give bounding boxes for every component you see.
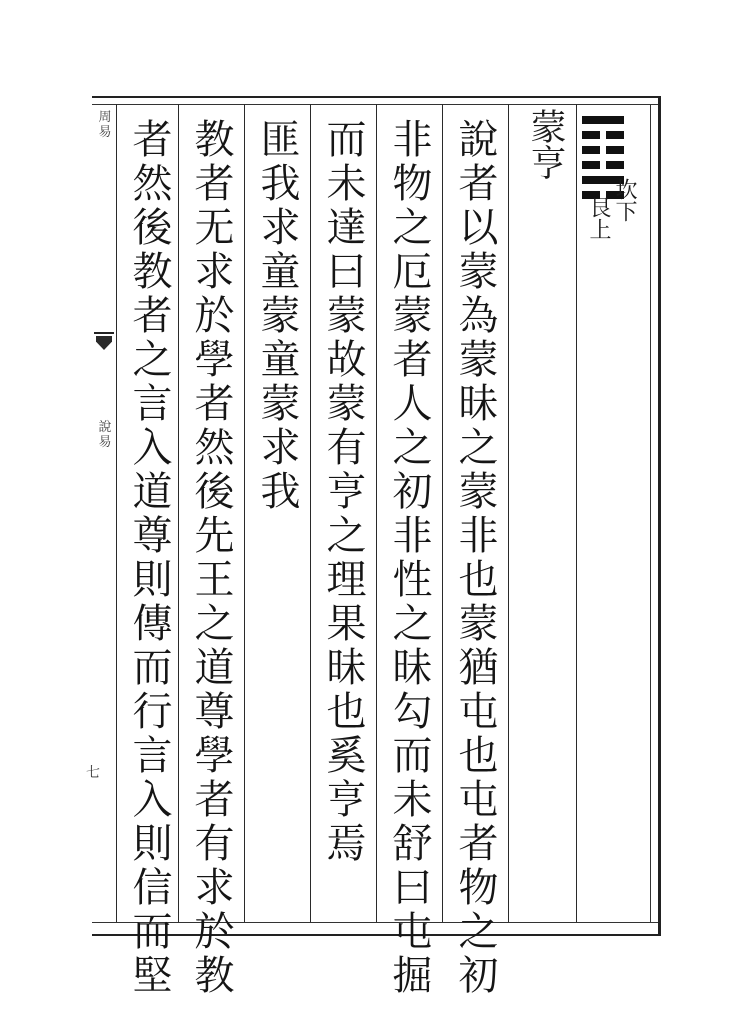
upper-trigram-label: 艮上	[586, 196, 611, 240]
text-column-3: 而未達曰蒙故蒙有亨之理果昧也奚亨焉	[320, 118, 366, 866]
column-divider	[310, 104, 311, 922]
hexagram-solid-segment	[582, 116, 624, 124]
margin-strip	[92, 96, 116, 932]
hexagram-heading: 蒙亨	[525, 108, 566, 180]
text-column-6: 者然後教者之言入道尊則傳而行言入則信而堅	[126, 118, 172, 998]
margin-title: 周易	[98, 110, 112, 140]
inner-right-rule	[650, 104, 651, 922]
hexagram-broken-segment	[582, 161, 600, 169]
hexagram-broken-segment	[582, 131, 600, 139]
fishtail-mark-icon	[94, 332, 114, 360]
column-divider	[244, 104, 245, 922]
hexagram-line-4-broken	[582, 161, 624, 169]
hexagram-line-3-broken	[582, 146, 624, 154]
text-column-2: 非物之厄蒙者人之初非性之昧勾而未舒曰屯掘	[386, 118, 432, 998]
column-divider	[178, 104, 179, 922]
text-column-1: 說者以蒙為蒙昧之蒙非也蒙猶屯也屯者物之初	[452, 118, 498, 998]
hexagram-broken-segment	[582, 146, 600, 154]
hexagram-line-1-solid	[582, 116, 624, 124]
hexagram-broken-segment	[606, 161, 624, 169]
column-divider	[116, 104, 117, 922]
text-column-5: 教者无求於學者然後先王之道尊學者有求於教	[188, 118, 234, 998]
column-divider	[376, 104, 377, 922]
lower-trigram-label: 坎下	[612, 178, 637, 222]
page-number: 七	[86, 765, 100, 781]
column-divider	[508, 104, 509, 922]
column-divider	[576, 104, 577, 922]
margin-subtitle: 說易	[98, 420, 112, 450]
hexagram-broken-segment	[606, 131, 624, 139]
text-column-4: 匪我求童蒙童蒙求我	[254, 118, 300, 514]
hexagram-line-2-broken	[582, 131, 624, 139]
hexagram-broken-segment	[606, 146, 624, 154]
inner-top-rule	[92, 104, 658, 105]
column-divider	[442, 104, 443, 922]
